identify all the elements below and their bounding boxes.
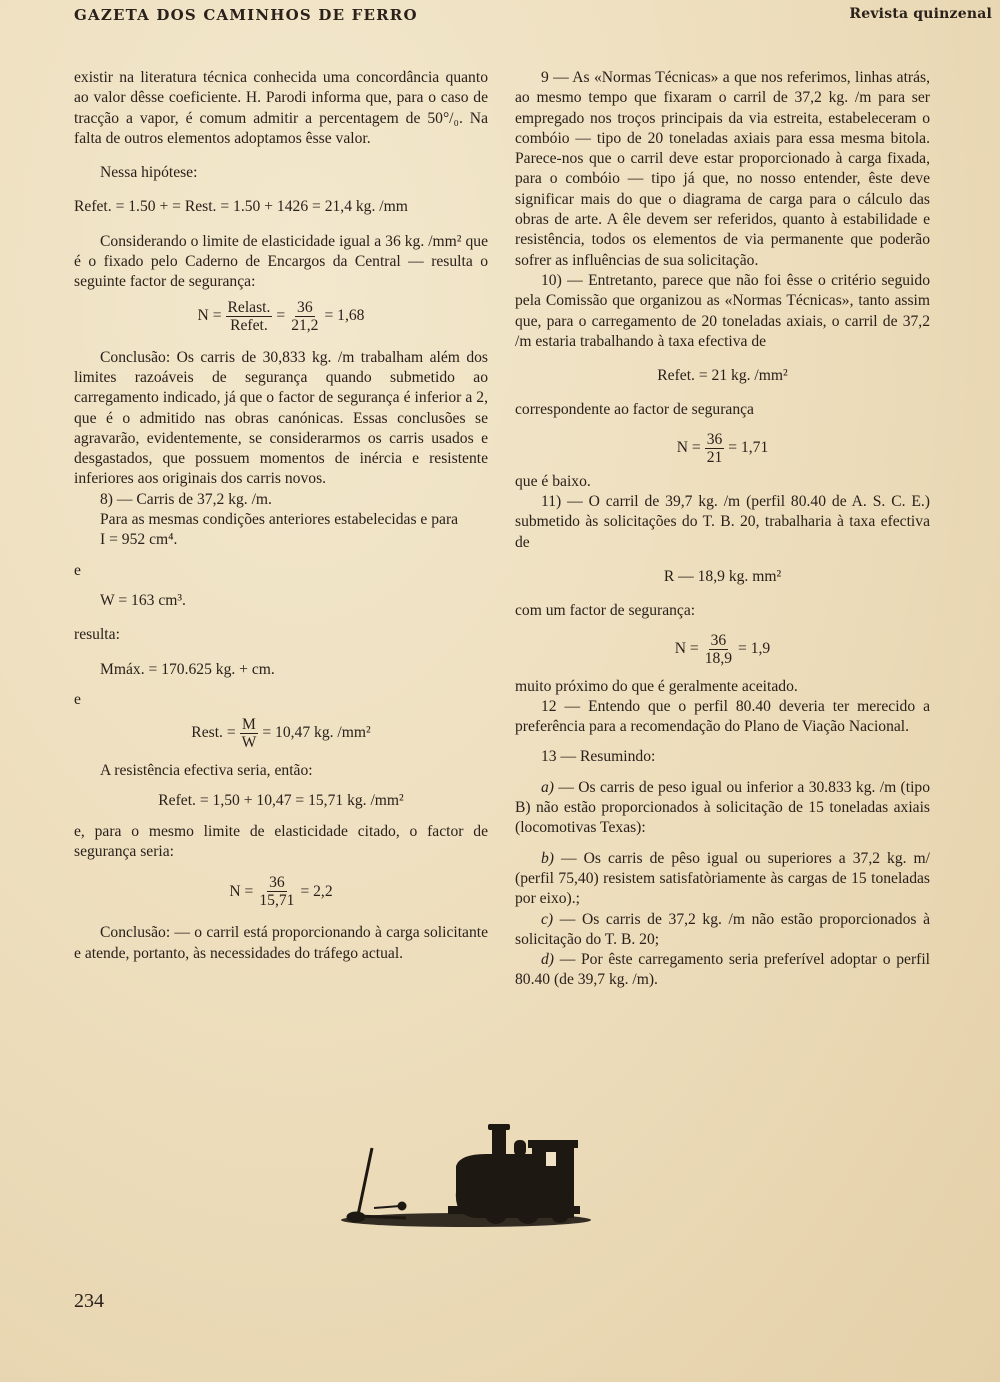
paragraph: Considerando o limite de elasticidade igual a 36 kg. /mm² que é o fixado pelo Caderno de Encargos da Central — resulta o seguinte factor de segurança: <box>74 232 488 291</box>
paragraph: A resistência efectiva seria, então: <box>100 762 313 780</box>
item-text: — Os carris de 37,2 kg. /m não estão proporcionados à solicitação do T. B. 20; <box>515 910 930 948</box>
numerator: Relast. <box>227 298 271 316</box>
railway-lever <box>347 1148 406 1222</box>
paragraph: com um factor de segurança: <box>515 602 696 620</box>
numerator: M <box>242 716 256 734</box>
paragraph: 11) — O carril de 39,7 kg. /m (perfil 80.40 de A. S. C. E.) submetido às solicitações do T. B. 20, trabalharia à taxa efectiva de <box>515 493 930 551</box>
formula-lhs: Rest. = <box>191 724 236 742</box>
denominator: 15,71 <box>259 892 295 910</box>
numerator: 36 <box>297 298 313 316</box>
formula-safety-factor <box>74 874 488 909</box>
formula-lhs: N = <box>229 882 254 900</box>
equation: Refet. = 21 kg. /mm² <box>657 367 788 385</box>
paragraph: Conclusão: — o carril está proporcionando à carga solicitante e atende, portanto, às necessidades do tráfego actual. <box>74 924 488 962</box>
paragraph: muito próximo do que é geralmente aceitado. <box>515 677 798 695</box>
formula-lhs: N = <box>197 307 222 325</box>
equation: R — 18,9 kg. mm² <box>663 567 782 585</box>
fraction <box>705 431 725 466</box>
list-item <box>515 910 930 951</box>
item-text: — Os carris de peso igual ou inferior a 30.833 kg. /m (tipo B) não estão proporcionados à solicitação de 15 toneladas axiais (locomotivas Texas): <box>515 778 930 837</box>
equation: Refet. = 1.50 + = Rest. = 1.50 + 1426 = 21,4 kg. /mm <box>74 198 408 216</box>
denominator: 18,9 <box>704 649 733 667</box>
item-marker: d) <box>541 951 554 969</box>
journal-subtitle: Revista quinzenal <box>849 6 992 22</box>
formula-safety-factor <box>515 431 930 466</box>
locomotive-illustration <box>336 1120 596 1228</box>
denominator: 21,2 <box>291 316 319 334</box>
locomotive-silhouette <box>448 1124 580 1224</box>
formula-rhs: = 1,71 <box>728 439 769 457</box>
section-heading: 13 — Resumindo: <box>541 748 656 766</box>
fraction <box>703 632 734 667</box>
section-heading: 8) — Carris de 37,2 kg. /m. <box>100 490 272 508</box>
numerator: 36 <box>706 430 723 448</box>
paragraph: existir na literatura técnica conhecida uma concordância quanto ao valor dêsse coeficiente. H. Parodi informa que, para o caso de tracção a vapor, é comum admitir a percentagem de 50°/₀. Na falta de outros elementos adoptamos êsse valor. <box>74 69 488 147</box>
text-line: e <box>74 561 81 579</box>
formula-rhs: = 1,68 <box>324 307 365 325</box>
text-line: e <box>74 690 81 708</box>
item-marker: c) <box>541 910 554 928</box>
text-line: resulta: <box>74 626 120 644</box>
left-column <box>74 68 488 964</box>
right-column <box>515 68 930 991</box>
equation: I = 952 cm⁴. <box>100 531 178 549</box>
item-text: — Por êste carregamento seria preferível adoptar o perfil 80.40 (de 39,7 kg. /m). <box>515 951 930 989</box>
equation: Mmáx. = 170.625 kg. + cm. <box>100 660 275 678</box>
item-text: — Os carris de pêso igual ou superiores a 37,2 kg. m/ (perfil 75,40) resistem satisfatòriamente às cargas de 15 toneladas por eixo).; <box>515 849 930 908</box>
numerator: 36 <box>710 631 727 649</box>
denominator: Refet. <box>230 316 268 334</box>
fraction <box>289 299 320 334</box>
paragraph: que é baixo. <box>515 472 591 490</box>
equation: Refet. = 1,50 + 10,47 = 15,71 kg. /mm² <box>158 792 404 810</box>
formula-lhs: N = <box>674 639 699 657</box>
list-item <box>515 950 930 991</box>
formula-rhs: = 1,9 <box>738 639 771 657</box>
paragraph: 10) — Entretanto, parece que não foi êsse o critério seguido pela Comissão que organizou as «Normas Técnicas», tanto assim que, para o carregamento de 20 toneladas axiais, o carril de 37,2 /m estaria trabalhando à taxa efectiva de <box>515 271 930 350</box>
paragraph: correspondente ao factor de segurança <box>515 401 754 419</box>
formula-safety-factor <box>74 299 488 334</box>
journal-title: GAZETA DOS CAMINHOS DE FERRO <box>74 6 418 24</box>
paragraph: 9 — As «Normas Técnicas» a que nos referimos, linhas atrás, ao mesmo tempo que fixaram o carril de 37,2 kg. /m para ser empregado nos troços principais da via estreita, estabeleceram o combóio — tipo de 20 toneladas axiais para essa mesma bitola. Parece-nos que o carril deve estar proporcionado à carga fixada, para o combóio — tipo já que, no nosso entender, êste deve significar mais do que o diagrama de carga para o cálculo das obras de arte. A êle devem ser referidos, quanto à estabilidade e resistência, todos os elementos de via permanente que poderão sofrer as influências de sua solicitação. <box>515 69 930 269</box>
paragraph: Para as mesmas condições anteriores estabelecidas e para <box>100 511 459 529</box>
fraction <box>257 874 296 909</box>
list-item <box>515 849 930 910</box>
item-marker: a) <box>541 778 554 796</box>
formula-resistance <box>74 716 488 751</box>
numerator: 36 <box>269 874 285 892</box>
formula-safety-factor <box>515 632 930 667</box>
list-item <box>515 778 930 839</box>
denominator: 21 <box>706 448 723 466</box>
equals-sign: = <box>276 307 286 325</box>
formula-lhs: N = <box>676 439 701 457</box>
fraction <box>240 716 259 751</box>
fraction <box>226 299 273 334</box>
formula-rhs: = 10,47 kg. /mm² <box>262 724 371 742</box>
item-marker: b) <box>541 849 554 867</box>
formula-rhs: = 2,2 <box>300 882 333 900</box>
paragraph: e, para o mesmo limite de elasticidade citado, o factor de segurança seria: <box>74 822 488 861</box>
paragraph: 12 — Entendo que o perfil 80.40 deveria ter merecido a preferência para a recomendação do Plano de Viação Nacional. <box>515 697 930 736</box>
equation: W = 163 cm³. <box>100 591 186 609</box>
page-number: 234 <box>74 1290 104 1312</box>
paragraph: Conclusão: Os carris de 30,833 kg. /m trabalham além dos limites razoáveis de segurança quando submetido ao carregamento indicado, já que o factor de segurança é inferior a 2, que é o admitido nas obras canónicas. Essas conclusões se agravarão, evidentemente, se considerarmos os carris usados e desgastados, que possuem momentos de inércia e resistente inferiores aos originais dos carris novos. <box>74 348 488 488</box>
paragraph: Nessa hipótese: <box>100 164 198 182</box>
denominator: W <box>241 734 257 752</box>
